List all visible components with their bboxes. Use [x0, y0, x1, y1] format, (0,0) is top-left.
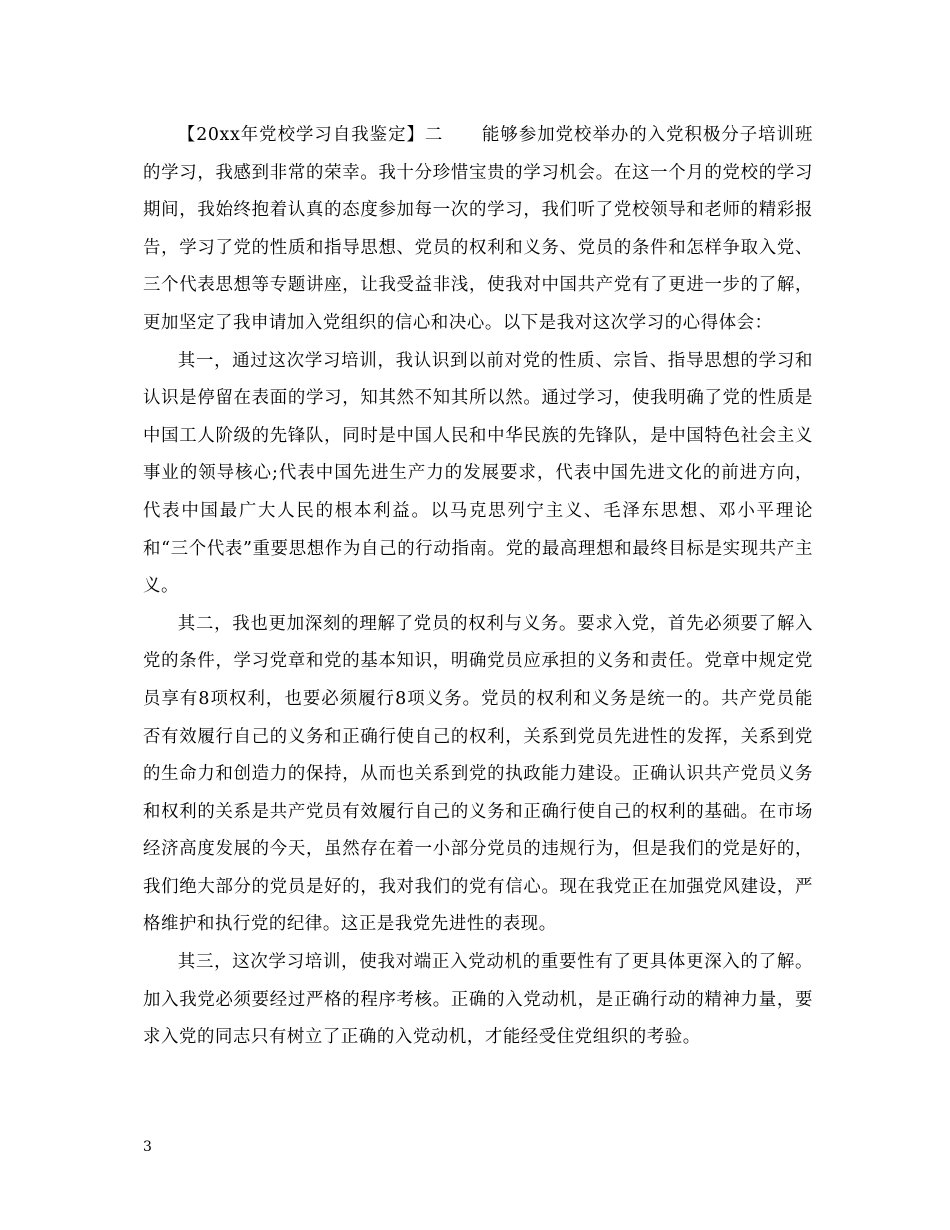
paragraph-third-point: 其三，这次学习培训，使我对端正入党动机的重要性有了更具体更深入的了解。加入我党必须要经过严格的程序考核。正确的入党动机，是正确行动的精神力量，要求入党的同志只有树立了正确的入党动机，才能经受住党组织的考验。 [143, 952, 813, 1048]
paragraph-second-point: 其二，我也更加深刻的理解了党员的权利与义务。要求入党，首先必须要了解入党的条件，学习党章和党的基本知识，明确党员应承担的义务和责任。党章中规定党员享有8项权利，也要必须履行8项义务。党员的权利和义务是统一的。共产党员能否有效履行自己的义务和正确行使自己的权利，关系到党员先进性的发挥，关系到党的生命力和创造力的保持，从而也关系到党的执政能力建设。正确认识共产党员义务和权利的关系是共产党员有效履行自己的义务和正确行使自己的权利的基础。在市场经济高度发展的今天，虽然存在着一小部分党员的违规行为，但是我们的党是好的，我们绝大部分的党员是好的，我对我们的党有信心。现在我党正在加强党风建设，严格维护和执行党的纪律。这正是我党先进性的表现。 [143, 613, 813, 935]
intro-paragraph [143, 117, 813, 343]
document-heading: 【20xx年党校学习自我鉴定】二 [177, 125, 444, 145]
paragraph-first-point: 其一，通过这次学习培训，我认识到以前对党的性质、宗旨、指导思想的学习和认识是停留在表面的学习，知其然不知其所以然。通过学习，使我明确了党的性质是中国工人阶级的先锋队，同时是中国人民和中华民族的先锋队，是中国特色社会主义事业的领导核心;代表中国先进生产力的发展要求，代表中国先进文化的前进方向，代表中国最广大人民的根本利益。以马克思列宁主义、毛泽东思想、邓小平理论和“三个代表”重要思想作为自己的行动指南。党的最高理想和最终目标是实现共产主义。 [143, 350, 813, 597]
page-number: 3 [143, 1139, 152, 1155]
document-body [143, 117, 813, 1057]
intro-text: 能够参加党校举办的入党积极分子培训班的学习，我感到非常的荣幸。我十分珍惜宝贵的学习机会。在这一个月的党校的学习期间，我始终抱着认真的态度参加每一次的学习，我们听了党校领导和老师的精彩报告，学习了党的性质和指导思想、党员的权利和义务、党员的条件和怎样争取入党、三个代表思想等专题讲座，让我受益非浅，使我对中国共产党有了更进一步的了解，更加坚定了我申请加入党组织的信心和决心。以下是我对这次学习的心得体会： [143, 125, 813, 333]
